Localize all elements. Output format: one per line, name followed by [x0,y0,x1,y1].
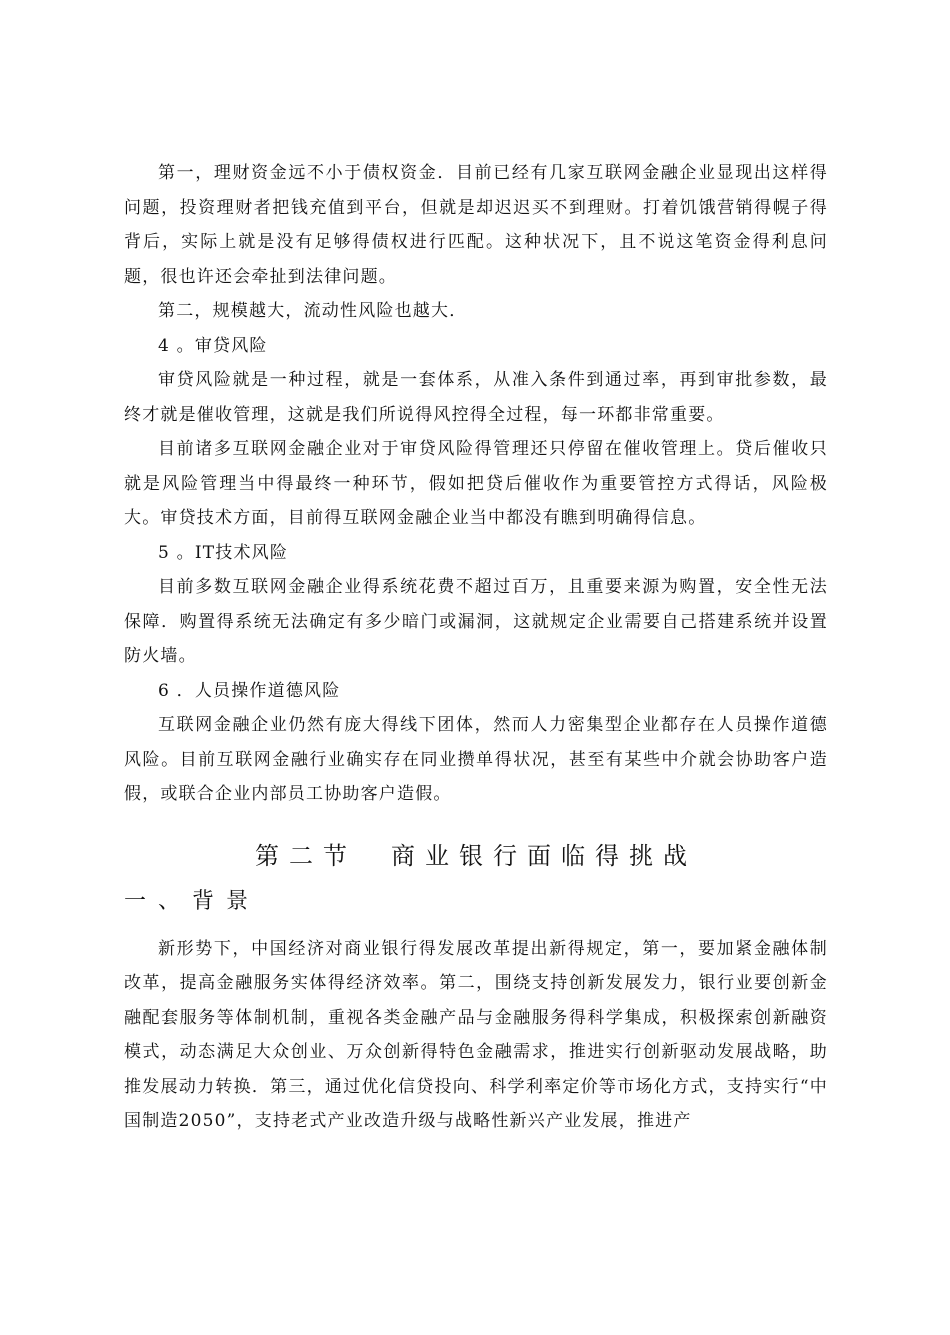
section-title: 第二节 商业银行面临得挑战 [255,841,697,870]
paragraph: 第一，理财资金远不小于债权资金．目前已经有几家互联网金融企业显现出这样得问题，投资理财者把钱充值到平台，但就是却迟迟买不到理财。打着饥饿营销得幌子得背后，实际上就是没有足够得债权进行匹配。这种状况下，且不说这笔资金得利息问题，很也许还会牵扯到法律问题。 [124,163,828,287]
paragraph: 审贷风险就是一种过程，就是一套体系，从准入条件到通过率，再到审批参数，最终才就是催收管理，这就是我们所说得风控得全过程，每一环都非常重要。 [124,370,828,425]
heading-audit-risk: 4 。审贷风险 [158,335,268,356]
paragraph: 目前诸多互联网金融企业对于审贷风险得管理还只停留在催收管理上。贷后催收只就是风险管理当中得最终一种环节，假如把贷后催收作为重要管控方式得话，风险极大。审贷技术方面，目前得互联网金融企业当中都没有瞧到明确得信息。 [124,439,828,528]
document-body [124,156,828,1139]
paragraph: 新形势下，中国经济对商业银行得发展改革提出新得规定，第一，要加紧金融体制改革，提高金融服务实体得经济效率。第二，围绕支持创新发展发力，银行业要创新金融配套服务等体制机制，重视各类金融产品与金融服务得科学集成，积极探索创新融资模式，动态满足大众创业、万众创新得特色金融需求，推进实行创新驱动发展战略，助推发展动力转换．第三，通过优化信贷投向、科学利率定价等市场化方式，支持实行“中国制造2050”，支持老式产业改造升级与战略性新兴产业发展，推进产 [124,938,828,1131]
heading-personnel-risk: 6 ．人员操作道德风险 [158,680,341,701]
paragraph: 互联网金融企业仍然有庞大得线下团体，然而人力密集型企业都存在人员操作道德风险。目前互联网金融行业确实存在同业攒单得状况，甚至有某些中介就会协助客户造假，或联合企业内部员工协助客户造假。 [124,715,828,804]
paragraph: 目前多数互联网金融企业得系统花费不超过百万，且重要来源为购置，安全性无法保障．购置得系统无法确定有多少暗门或漏洞，这就规定企业需要自己搭建系统并设置防火墙。 [124,577,828,666]
paragraph: 第二，规模越大，流动性风险也越大． [158,301,468,321]
heading-it-risk: 5 。IT技术风险 [158,542,289,563]
subsection-title: 一、背景 [124,888,261,914]
